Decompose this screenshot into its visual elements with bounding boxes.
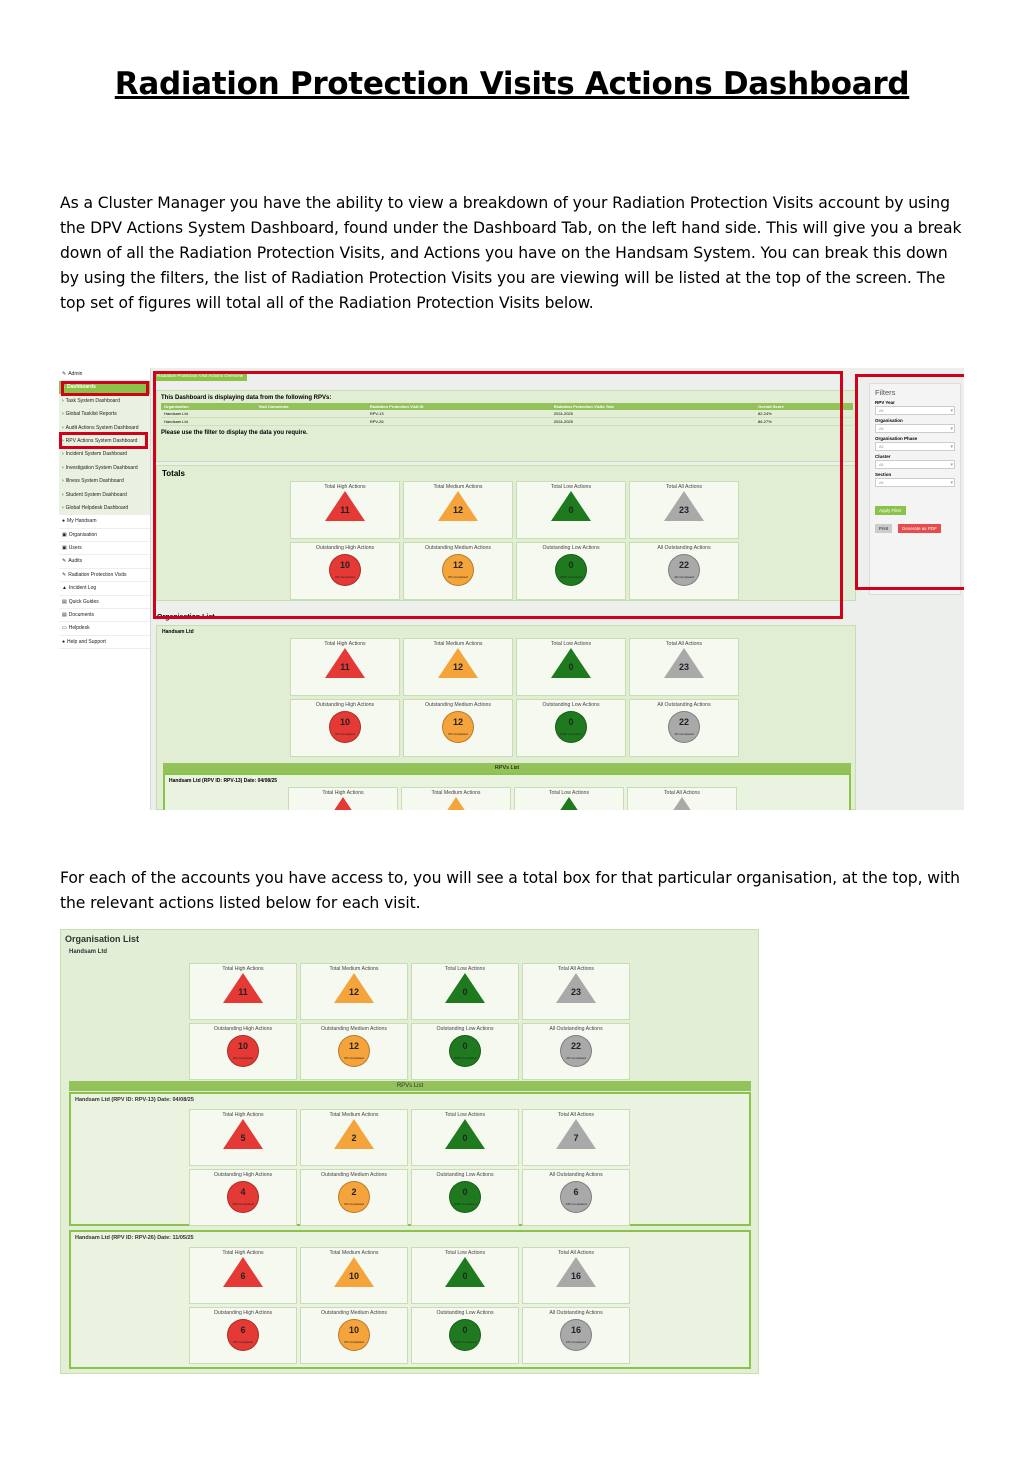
- sidebar-item[interactable]: [59, 542, 150, 555]
- organisation-list-screenshot: [60, 929, 759, 1374]
- card-label: Outstanding Low Actions: [542, 702, 600, 708]
- table-cell: 2024-2025: [551, 410, 755, 418]
- card-label: Outstanding Low Actions: [542, 545, 600, 551]
- card-label: Total Medium Actions: [329, 1112, 379, 1118]
- card-label: Outstanding High Actions: [315, 702, 375, 708]
- card-label: Total All Actions: [557, 966, 595, 972]
- card-label: Total Medium Actions: [433, 641, 483, 647]
- percent-completed: 0% Completed: [344, 1339, 364, 1344]
- total-high-card: [290, 638, 400, 696]
- total-value: 23: [678, 504, 690, 515]
- card-label: Outstanding Medium Actions: [320, 1310, 388, 1316]
- total-medium-card: [401, 787, 511, 810]
- rpv-26-name: Handsam Ltd (RPV ID: RPV-26) Date: 11/05/25: [75, 1235, 194, 1241]
- rpvs-list-bar: RPVs List: [163, 763, 851, 773]
- card-label: Outstanding Medium Actions: [320, 1026, 388, 1032]
- total-low-card: [516, 638, 626, 696]
- table-cell: 82.24%: [755, 410, 853, 418]
- rpv-26-panel: [69, 1230, 751, 1369]
- triangle-high-icon: [325, 648, 365, 678]
- card-label: Total Medium Actions: [329, 966, 379, 972]
- triangle-low-icon: [551, 648, 591, 678]
- total-value: 0: [462, 1270, 468, 1281]
- home-icon: ⌂: [62, 384, 66, 391]
- percent-completed: 100% Completed: [453, 1339, 477, 1344]
- org-name: Handsam Ltd: [162, 629, 194, 635]
- outstanding-value: 12: [348, 1040, 359, 1051]
- card-label: Total High Actions: [222, 1112, 264, 1118]
- sidebar-item-label: Global Tasklist Reports: [65, 411, 117, 418]
- sidebar-item-label: Users: [68, 545, 82, 552]
- outstanding-medium-card: [403, 699, 513, 757]
- stats-grid: [189, 963, 630, 1080]
- help-icon: ●: [62, 638, 66, 645]
- circle-high-icon: [329, 711, 361, 743]
- card-label: Outstanding Low Actions: [436, 1310, 494, 1316]
- total-value: 0: [462, 1132, 468, 1143]
- chevron-right-icon: ›: [62, 478, 64, 485]
- total-medium-card: [300, 1109, 408, 1166]
- percent-completed: 9% Completed: [335, 731, 355, 736]
- rpv-13-panel: [163, 773, 851, 810]
- users-icon: ▣: [62, 545, 67, 552]
- total-high-card: [189, 1247, 297, 1304]
- chevron-right-icon: ›: [62, 424, 64, 431]
- helpdesk-icon: ▭: [62, 625, 67, 632]
- filter-select[interactable]: All ▾: [875, 478, 955, 487]
- card-label: Total Low Actions: [550, 484, 592, 490]
- outstanding-value: 4: [240, 1186, 246, 1197]
- percent-completed: 0% Completed: [448, 574, 468, 579]
- sidebar-item-label: Global Helpdesk Dashboard: [65, 504, 129, 511]
- outstanding-value: 10: [237, 1040, 248, 1051]
- card-label: All Outstanding Actions: [657, 545, 711, 551]
- outstanding-value: 10: [348, 1324, 359, 1335]
- card-label: All Outstanding Actions: [549, 1172, 603, 1178]
- org-name: Handsam Ltd: [69, 949, 108, 955]
- sidebar-item[interactable]: [59, 515, 150, 528]
- sidebar-item-label: Incident Log: [68, 585, 97, 592]
- circle-medium-icon: [338, 1181, 370, 1213]
- outstanding-value: 0: [462, 1186, 468, 1197]
- circle-low-icon: [449, 1319, 481, 1351]
- total-value: 11: [340, 504, 350, 515]
- chevron-right-icon: ›: [62, 504, 64, 511]
- chevron-right-icon: ›: [62, 491, 64, 498]
- wrench-icon: ✎: [62, 558, 67, 565]
- percent-completed: 100% Completed: [559, 731, 583, 736]
- total-value: 11: [340, 661, 350, 672]
- outstanding-low-card: [516, 699, 626, 757]
- user-icon: ●: [62, 518, 66, 525]
- sidebar-item[interactable]: [59, 475, 150, 488]
- warning-icon: ▲: [62, 585, 67, 592]
- sidebar-item-label: Help and Support: [67, 638, 106, 645]
- sidebar-item-label: Incident System Dashboard: [65, 451, 128, 458]
- sidebar-item[interactable]: [59, 636, 150, 649]
- sidebar-item-label: RPV Actions System Dashboard: [65, 437, 138, 444]
- total-value: 6: [240, 1270, 246, 1281]
- outstanding-low-card: [411, 1307, 519, 1364]
- sidebar-item-label: Illness System Dashboard: [65, 478, 124, 485]
- dashboard-screenshot: [59, 368, 964, 810]
- outstanding-value: 0: [462, 1324, 468, 1335]
- percent-completed: 20% Completed: [232, 1201, 254, 1206]
- table-cell: RPV-26: [367, 418, 551, 426]
- table-cell: RPV-13: [367, 410, 551, 418]
- info-heading: This Dashboard is displaying data from the following RPVs:: [161, 395, 332, 401]
- sidebar-item-label: Student System Dashboard: [65, 491, 127, 498]
- table-header: Radiation Protection Visits Year: [551, 403, 755, 410]
- rpv-13-name: Handsam Ltd (RPV ID: RPV-13) Date: 04/08/25: [169, 778, 278, 784]
- total-low-card: [514, 787, 624, 810]
- total-value: 10: [348, 1270, 360, 1281]
- triangle-high-icon: [223, 973, 263, 1003]
- percent-completed: 9% Completed: [233, 1055, 253, 1060]
- card-label: Outstanding Low Actions: [436, 1172, 494, 1178]
- percent-completed: 0% Completed: [448, 731, 468, 736]
- page-title: Radiation Protection Visits Actions Dashboard: [114, 66, 910, 102]
- filter-select[interactable]: All ▾: [875, 460, 955, 469]
- wrench-icon: ✎: [62, 371, 67, 377]
- total-medium-card: [300, 1247, 408, 1304]
- rpv-13-name: Handsam Ltd (RPV ID: RPV-13) Date: 04/08/25: [75, 1097, 194, 1103]
- card-label: Outstanding High Actions: [213, 1310, 273, 1316]
- outstanding-low-card: [411, 1169, 519, 1226]
- total-high-card: [288, 787, 398, 810]
- card-label: All Outstanding Actions: [549, 1026, 603, 1032]
- triangle-all-icon: [662, 797, 702, 810]
- outstanding-value: 10: [339, 559, 350, 570]
- total-low-card: [411, 1247, 519, 1304]
- generate-pdf-button[interactable]: Generate as PDF: [898, 524, 941, 533]
- filter-label: Organisation Phase: [875, 436, 918, 441]
- percent-completed: 0% Completed: [566, 1339, 586, 1344]
- org-list-title: Organisation List: [157, 614, 215, 621]
- chevron-right-icon: ›: [62, 397, 64, 404]
- card-label: Outstanding Medium Actions: [424, 545, 492, 551]
- outstanding-medium-card: [300, 1169, 408, 1226]
- triangle-low-icon: [445, 1119, 485, 1149]
- table-cell: Handsam Ltd: [161, 418, 255, 426]
- total-value: 12: [348, 986, 360, 997]
- percent-completed: 0% Completed: [344, 1055, 364, 1060]
- circle-high-icon: [227, 1319, 259, 1351]
- outstanding-value: 6: [573, 1186, 579, 1197]
- table-cell: 86.27%: [755, 418, 853, 426]
- circle-all-icon: [668, 711, 700, 743]
- outstanding-medium-card: [300, 1023, 408, 1080]
- book-icon: ▤: [62, 598, 67, 605]
- total-all-card: [522, 1109, 630, 1166]
- triangle-low-icon: [549, 797, 589, 810]
- chevron-right-icon: ›: [62, 411, 64, 418]
- stats-grid: [288, 787, 737, 810]
- print-button[interactable]: Print: [875, 524, 892, 533]
- sidebar-item[interactable]: [59, 408, 150, 421]
- org-list-panel: [156, 625, 856, 810]
- card-label: Total All Actions: [665, 641, 703, 647]
- sidebar-item-label: My Handsam: [67, 518, 97, 525]
- total-value: 0: [568, 661, 574, 672]
- total-value: 7: [573, 1132, 579, 1143]
- total-value: 0: [568, 504, 574, 515]
- circle-high-icon: [227, 1181, 259, 1213]
- filter-select[interactable]: All ▾: [875, 442, 955, 451]
- filter-select[interactable]: All ▾: [875, 424, 955, 433]
- total-value: 12: [452, 661, 464, 672]
- circle-medium-icon: [442, 711, 474, 743]
- total-all-card: [629, 638, 739, 696]
- total-high-card: [189, 963, 297, 1020]
- card-label: Total High Actions: [324, 641, 366, 647]
- outstanding-all-card: [522, 1307, 630, 1364]
- card-label: Total High Actions: [222, 1250, 264, 1256]
- sidebar-item[interactable]: [59, 555, 150, 568]
- highlight-dashboards: [61, 381, 149, 396]
- total-value: 16: [570, 1270, 582, 1281]
- outstanding-value: 22: [678, 559, 689, 570]
- sidebar-item[interactable]: [59, 395, 150, 408]
- total-high-card: [189, 1109, 297, 1166]
- sidebar-item[interactable]: [59, 596, 150, 609]
- chevron-right-icon: ›: [62, 464, 64, 471]
- triangle-low-icon: [445, 973, 485, 1003]
- rpvs-list-bar: RPVs List: [69, 1081, 751, 1091]
- table-header: Organisation: [161, 403, 255, 410]
- total-all-card: [627, 787, 737, 810]
- triangle-all-icon: [664, 648, 704, 678]
- percent-completed: 100% Completed: [559, 574, 583, 579]
- triangle-medium-icon: [334, 973, 374, 1003]
- sidebar-item[interactable]: [59, 489, 150, 502]
- card-label: All Outstanding Actions: [657, 702, 711, 708]
- card-label: Total Medium Actions: [431, 790, 481, 796]
- sidebar-item-label: Documents: [68, 612, 95, 619]
- total-value: 12: [452, 504, 464, 515]
- total-value: 11: [238, 986, 248, 997]
- tab-overview[interactable]: Radiation Protection Visit Actions Overview: [153, 371, 247, 381]
- card-label: Total Low Actions: [444, 966, 486, 972]
- sidebar-item-label: Radiation Protection Visits: [68, 571, 127, 578]
- card-label: Total High Actions: [322, 790, 364, 796]
- card-label: Total Low Actions: [444, 1112, 486, 1118]
- chevron-right-icon: ›: [62, 451, 64, 458]
- sidebar-item[interactable]: [59, 368, 150, 381]
- outstanding-all-card: [522, 1169, 630, 1226]
- table-cell: 2024-2025: [551, 418, 755, 426]
- chevron-right-icon: ›: [62, 437, 64, 444]
- card-label: All Outstanding Actions: [549, 1310, 603, 1316]
- card-label: Total All Actions: [557, 1112, 595, 1118]
- card-label: Total Low Actions: [444, 1250, 486, 1256]
- card-label: Total Medium Actions: [329, 1250, 379, 1256]
- sidebar-item[interactable]: [59, 609, 150, 622]
- triangle-medium-icon: [334, 1257, 374, 1287]
- triangle-high-icon: [323, 797, 363, 810]
- org-list-title: Organisation List: [65, 934, 140, 944]
- card-label: Total Low Actions: [548, 790, 590, 796]
- apply-filter-button[interactable]: Apply Filter: [875, 506, 906, 515]
- outstanding-value: 0: [462, 1040, 468, 1051]
- stats-grid: [189, 1247, 630, 1364]
- outstanding-value: 0: [568, 559, 574, 570]
- percent-completed: 14% Completed: [565, 1201, 587, 1206]
- circle-all-icon: [560, 1319, 592, 1351]
- outstanding-all-card: [522, 1023, 630, 1080]
- triangle-medium-icon: [438, 648, 478, 678]
- percent-completed: 9% Completed: [335, 574, 355, 579]
- triangle-medium-icon: [334, 1119, 374, 1149]
- outstanding-value: 12: [452, 716, 463, 727]
- triangle-high-icon: [223, 1257, 263, 1287]
- table-header: Visit Comments: [255, 403, 366, 410]
- filter-label: Cluster: [875, 454, 891, 459]
- sidebar-item-label: Audit Actions System Dashboard: [65, 424, 139, 431]
- table-header: Radiation Protection Visit ID: [367, 403, 551, 410]
- wrench-icon: ✎: [62, 571, 67, 578]
- circle-low-icon: [449, 1181, 481, 1213]
- filter-label: Section: [875, 472, 892, 477]
- total-value: 23: [678, 661, 690, 672]
- circle-all-icon: [560, 1181, 592, 1213]
- total-all-card: [522, 963, 630, 1020]
- filters-title: Filters: [875, 388, 896, 397]
- card-label: Total High Actions: [324, 484, 366, 490]
- total-low-card: [411, 963, 519, 1020]
- circle-medium-icon: [338, 1319, 370, 1351]
- outstanding-value: 22: [570, 1040, 581, 1051]
- sidebar-item[interactable]: [59, 448, 150, 461]
- outstanding-high-card: [290, 699, 400, 757]
- sidebar-item[interactable]: [59, 582, 150, 595]
- totals-title: Totals: [162, 469, 185, 478]
- outstanding-value: 10: [339, 716, 350, 727]
- total-medium-card: [403, 638, 513, 696]
- folder-icon: ▤: [62, 612, 67, 619]
- circle-high-icon: [227, 1035, 259, 1067]
- card-label: Outstanding High Actions: [315, 545, 375, 551]
- outstanding-all-card: [629, 699, 739, 757]
- highlight-filters: [855, 374, 964, 590]
- sidebar-item-label: Admin: [68, 371, 83, 377]
- intro-paragraph: As a Cluster Manager you have the ability to view a breakdown of your Radiation Protection Visits account by using the DPV Actions System Dashboard, found under the Dashboard Tab, on the left hand side. This will give you a break down of all the Radiation Protection Visits, and Actions you have on the Handsam System. You can break this down by using the filters, the list of Radiation Protection Visits you are viewing will be listed at the top of the screen. The top set of figures will total all of the Radiation Protection Visits below.: [60, 194, 962, 312]
- sidebar-item-label: Dashboards: [67, 384, 96, 391]
- table-header: Overall Score: [755, 403, 853, 410]
- sidebar-item[interactable]: [59, 529, 150, 542]
- outstanding-low-card: [411, 1023, 519, 1080]
- card-label: Total Medium Actions: [433, 484, 483, 490]
- outstanding-value: 12: [452, 559, 463, 570]
- sidebar-item-label: Investigation System Dashboard: [65, 464, 138, 471]
- table-cell: Handsam Ltd: [161, 410, 255, 418]
- percent-completed: 4% Completed: [674, 574, 694, 579]
- info-footer: Please use the filter to display the data you require.: [161, 430, 308, 436]
- card-label: Total All Actions: [557, 1250, 595, 1256]
- triangle-all-icon: [556, 1119, 596, 1149]
- percent-completed: 0% Completed: [233, 1339, 253, 1344]
- org-paragraph: For each of the accounts you have access to, you will see a total box for that particular organisation, at the top, with the relevant actions listed below for each visit.: [60, 869, 960, 912]
- highlight-overview: [153, 371, 843, 619]
- outstanding-value: 22: [678, 716, 689, 727]
- outstanding-value: 6: [240, 1324, 246, 1335]
- rpv-13-panel: [69, 1092, 751, 1226]
- circle-all-icon: [560, 1035, 592, 1067]
- circle-low-icon: [555, 711, 587, 743]
- triangle-high-icon: [223, 1119, 263, 1149]
- percent-completed: 4% Completed: [566, 1055, 586, 1060]
- filter-select[interactable]: All ▾: [875, 406, 955, 415]
- total-medium-card: [300, 963, 408, 1020]
- total-value: 5: [240, 1132, 246, 1143]
- building-icon: ▣: [62, 531, 67, 538]
- card-label: Outstanding Medium Actions: [320, 1172, 388, 1178]
- outstanding-value: 16: [570, 1324, 581, 1335]
- card-label: Outstanding High Actions: [213, 1026, 273, 1032]
- sidebar-item[interactable]: [59, 502, 150, 515]
- total-all-card: [522, 1247, 630, 1304]
- filter-label: Organisation: [875, 418, 903, 423]
- percent-completed: 100% Completed: [453, 1055, 477, 1060]
- outstanding-high-card: [189, 1023, 297, 1080]
- card-label: Total High Actions: [222, 966, 264, 972]
- sidebar-item-label: Helpdesk: [68, 625, 90, 632]
- sidebar-item-label: Audits: [68, 558, 83, 565]
- outstanding-high-card: [189, 1307, 297, 1364]
- outstanding-value: 0: [568, 716, 574, 727]
- triangle-medium-icon: [436, 797, 476, 810]
- stats-grid: [189, 1109, 630, 1226]
- sidebar-item[interactable]: [59, 462, 150, 475]
- total-value: 0: [462, 986, 468, 997]
- total-value: 23: [570, 986, 582, 997]
- circle-low-icon: [449, 1035, 481, 1067]
- triangle-all-icon: [556, 973, 596, 1003]
- sidebar-item-label: Task System Dashboard: [65, 397, 120, 404]
- sidebar-item[interactable]: [59, 622, 150, 635]
- sidebar-item-label: Organisation: [68, 531, 98, 538]
- card-label: Outstanding Medium Actions: [424, 702, 492, 708]
- sidebar-item[interactable]: [59, 569, 150, 582]
- triangle-low-icon: [445, 1257, 485, 1287]
- card-label: Total All Actions: [663, 790, 701, 796]
- outstanding-value: 2: [351, 1186, 357, 1197]
- filter-label: RPV Year: [875, 400, 895, 405]
- outstanding-medium-card: [300, 1307, 408, 1364]
- card-label: Total Low Actions: [550, 641, 592, 647]
- stats-grid: [290, 638, 739, 757]
- outstanding-high-card: [189, 1169, 297, 1226]
- percent-completed: 100% Completed: [453, 1201, 477, 1206]
- percent-completed: 4% Completed: [674, 731, 694, 736]
- circle-medium-icon: [338, 1035, 370, 1067]
- card-label: Total All Actions: [665, 484, 703, 490]
- triangle-all-icon: [556, 1257, 596, 1287]
- total-low-card: [411, 1109, 519, 1166]
- card-label: Outstanding Low Actions: [436, 1026, 494, 1032]
- card-label: Outstanding High Actions: [213, 1172, 273, 1178]
- total-value: 2: [351, 1132, 357, 1143]
- sidebar-item-label: Quick Guides: [68, 598, 99, 605]
- highlight-rpv-dashboard: [59, 432, 148, 449]
- percent-completed: 0% Completed: [344, 1201, 364, 1206]
